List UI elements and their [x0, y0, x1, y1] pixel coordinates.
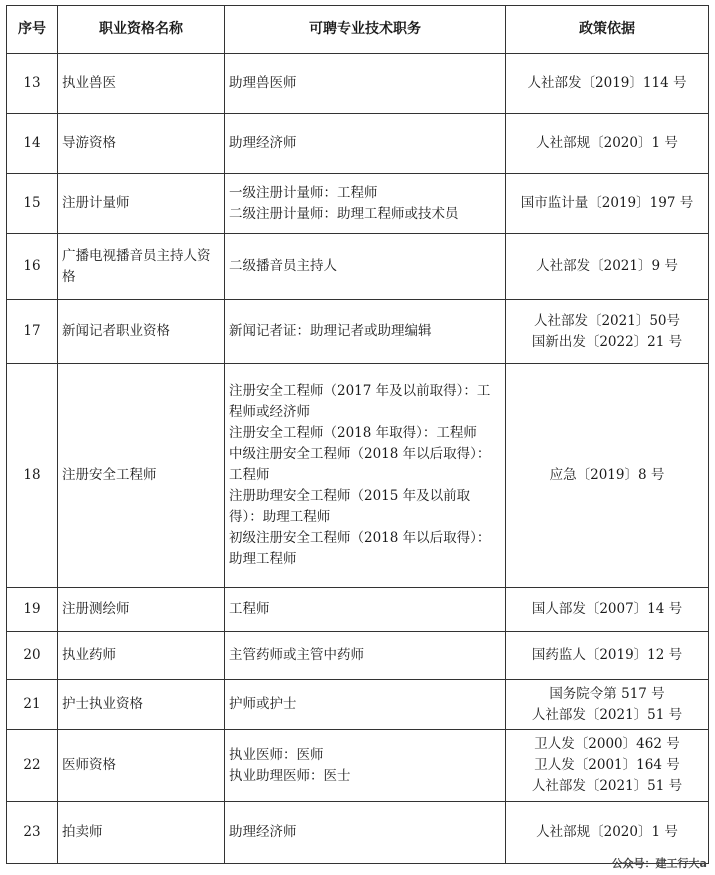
basis-line: 人社部发〔2021〕9 号 — [536, 258, 678, 274]
policy-basis — [506, 114, 709, 174]
qualification-name: 注册计量师 — [58, 174, 225, 234]
basis-line: 国人部发〔2007〕14 号 — [531, 601, 683, 617]
table-row — [7, 114, 709, 174]
qualification-name: 注册安全工程师 — [58, 364, 225, 588]
row-number: 21 — [7, 680, 58, 730]
qualification-name: 拍卖师 — [58, 802, 225, 864]
row-number: 14 — [7, 114, 58, 174]
eligible-post — [225, 364, 506, 588]
eligible-post — [225, 174, 506, 234]
post-line: 注册安全工程师（2018 年取得）：工程师 — [229, 425, 477, 441]
policy-table — [6, 5, 709, 864]
policy-basis — [506, 680, 709, 730]
table-row — [7, 632, 709, 680]
table-row — [7, 588, 709, 632]
header-no: 序号 — [7, 6, 58, 54]
table-row — [7, 54, 709, 114]
eligible-post — [225, 632, 506, 680]
post-line: 助理经济师 — [229, 135, 297, 151]
post-line: 初级注册安全工程师（2018 年以后取得）：助理工程师 — [229, 530, 491, 567]
qualification-name: 广播电视播音员主持人资格 — [58, 234, 225, 300]
eligible-post — [225, 680, 506, 730]
qualification-name: 新闻记者职业资格 — [58, 300, 225, 364]
qualification-name: 导游资格 — [58, 114, 225, 174]
basis-line: 国市监计量〔2019〕197 号 — [520, 195, 694, 211]
qualification-name: 执业兽医 — [58, 54, 225, 114]
basis-line: 人社部发〔2021〕51 号 — [531, 706, 683, 723]
table-row — [7, 300, 709, 364]
row-number: 23 — [7, 802, 58, 864]
post-line: 二级播音员主持人 — [229, 258, 337, 274]
row-number: 16 — [7, 234, 58, 300]
post-line: 新闻记者证：助理记者或助理编辑 — [229, 323, 432, 339]
row-number: 15 — [7, 174, 58, 234]
eligible-post — [225, 802, 506, 864]
basis-line: 人社部发〔2021〕50号 — [533, 312, 681, 329]
table-row — [7, 802, 709, 864]
basis-line: 人社部规〔2020〕1 号 — [536, 824, 678, 840]
table-row — [7, 730, 709, 802]
qualification-name: 注册测绘师 — [58, 588, 225, 632]
post-line: 一级注册计量师：工程师 — [229, 184, 378, 201]
table-body — [7, 54, 709, 864]
post-line: 助理经济师 — [229, 824, 297, 840]
post-line: 主管药师或主管中药师 — [229, 647, 364, 663]
table-row — [7, 680, 709, 730]
eligible-post — [225, 234, 506, 300]
basis-line: 卫人发〔2001〕164 号 — [534, 757, 680, 773]
basis-line: 人社部规〔2020〕1 号 — [536, 135, 678, 151]
qualification-name: 医师资格 — [58, 730, 225, 802]
policy-basis — [506, 364, 709, 588]
eligible-post — [225, 588, 506, 632]
header-basis: 政策依据 — [506, 6, 709, 54]
qualification-name: 执业药师 — [58, 632, 225, 680]
row-number: 18 — [7, 364, 58, 588]
post-line: 护师或护士 — [229, 696, 297, 712]
table-row — [7, 234, 709, 300]
post-line: 二级注册计量师：助理工程师或技术员 — [229, 205, 459, 222]
policy-basis — [506, 632, 709, 680]
post-line: 助理兽医师 — [229, 75, 297, 91]
row-number: 20 — [7, 632, 58, 680]
watermark-footer: 公众号：建工行大a — [611, 857, 707, 870]
row-number: 17 — [7, 300, 58, 364]
table-row — [7, 174, 709, 234]
basis-line: 应急〔2019〕8 号 — [549, 467, 665, 483]
policy-basis — [506, 300, 709, 364]
header-name: 职业资格名称 — [58, 6, 225, 54]
post-line: 工程师 — [229, 601, 270, 617]
qualification-name: 护士执业资格 — [58, 680, 225, 730]
row-number: 19 — [7, 588, 58, 632]
basis-line: 卫人发〔2000〕462 号 — [534, 736, 680, 752]
basis-line: 国务院令第 517 号 — [549, 685, 665, 702]
basis-line: 国药监人〔2019〕12 号 — [531, 647, 683, 663]
row-number: 22 — [7, 730, 58, 802]
post-line: 执业医师：医师 — [229, 746, 324, 763]
eligible-post — [225, 730, 506, 802]
eligible-post — [225, 300, 506, 364]
policy-basis — [506, 588, 709, 632]
eligible-post — [225, 114, 506, 174]
post-line: 中级注册安全工程师（2018 年以后取得）：工程师 — [229, 446, 491, 483]
policy-basis — [506, 54, 709, 114]
eligible-post — [225, 54, 506, 114]
basis-line: 国新出发〔2022〕21 号 — [531, 333, 683, 350]
row-number: 13 — [7, 54, 58, 114]
table-row — [7, 364, 709, 588]
post-line: 执业助理医师：医士 — [229, 767, 351, 784]
basis-line: 人社部发〔2019〕114 号 — [527, 75, 687, 91]
header-post: 可聘专业技术职务 — [225, 6, 506, 54]
policy-basis — [506, 174, 709, 234]
policy-basis — [506, 730, 709, 802]
basis-line: 人社部发〔2021〕51 号 — [531, 778, 683, 794]
table-header-row — [7, 6, 709, 54]
policy-basis — [506, 234, 709, 300]
post-line: 注册助理安全工程师（2015 年及以前取得）：助理工程师 — [229, 488, 471, 525]
post-line: 注册安全工程师（2017 年及以前取得）：工程师或经济师 — [229, 383, 491, 420]
